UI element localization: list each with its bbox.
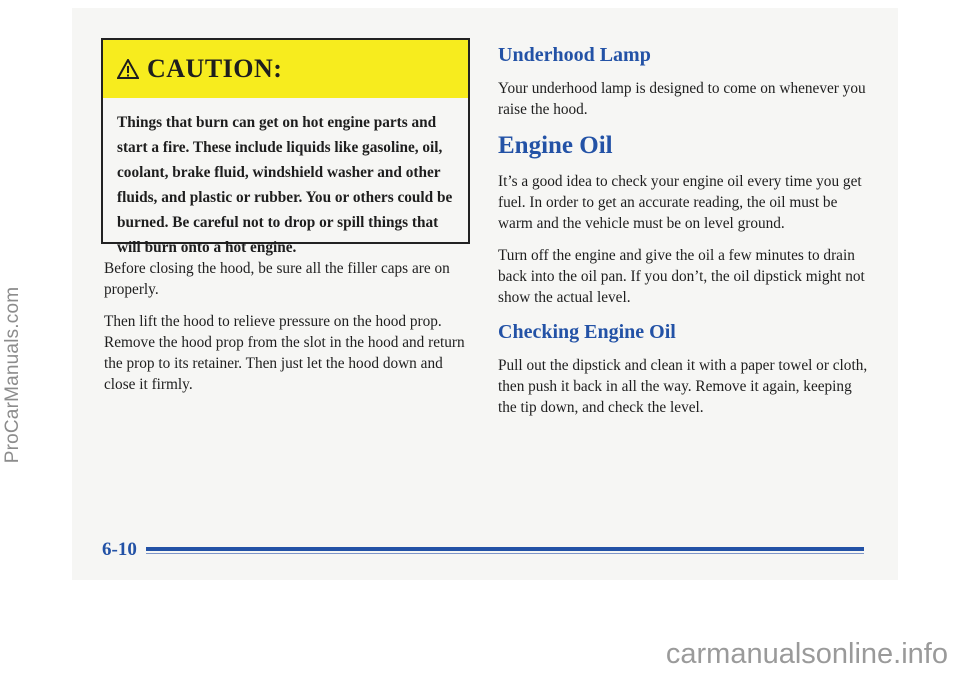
engine-oil-heading: Engine Oil: [498, 132, 613, 159]
caution-title: CAUTION:: [147, 54, 283, 83]
left-column: [104, 258, 474, 406]
closing-hood-paragraph: Before closing the hood, be sure all the filler caps are on properly.: [104, 260, 450, 298]
underhood-lamp-heading: Underhood Lamp: [498, 44, 651, 66]
page-number: 6-10: [102, 539, 137, 560]
engine-oil-paragraph: Turn off the engine and give the oil a few minutes to drain back into the oil pan. If you don’t, the oil dipstick might not show the actual level.: [498, 247, 865, 306]
caution-text: Things that burn can get on hot engine parts and start a fire. These include liquids like gasoline, oil, coolant, brake fluid, windshield washer and other fluids, and plastic or rubber. You or others could be burned. Be careful not to drop or spill things that will burn onto a hot engine.: [117, 114, 453, 256]
caution-box: [101, 38, 470, 256]
footer-rule-fine: [146, 553, 864, 554]
right-column: [498, 42, 868, 429]
engine-oil-paragraph: It’s a good idea to check your engine oil every time you get fuel. In order to get an accurate reading, the oil must be warm and the vehicle must be on level ground.: [498, 173, 862, 232]
side-watermark: ProCarManuals.com: [2, 286, 23, 464]
warning-triangle-icon: [117, 59, 139, 79]
checking-engine-oil-heading: Checking Engine Oil: [498, 321, 676, 343]
hood-prop-paragraph: Then lift the hood to relieve pressure on the hood prop. Remove the hood prop from the slot in the hood and return the prop to its retainer. Then just let the hood down and close it firmly.: [104, 313, 465, 393]
underhood-lamp-text: Your underhood lamp is designed to come on whenever you raise the hood.: [498, 80, 866, 118]
checking-engine-oil-text: Pull out the dipstick and clean it with a paper towel or cloth, then push it back in all the way. Remove it again, keeping the tip down, and check the level.: [498, 357, 868, 416]
footer-rule: [146, 547, 864, 551]
caution-header: [103, 40, 468, 98]
bottom-watermark: carmanualsonline.info: [665, 638, 948, 670]
